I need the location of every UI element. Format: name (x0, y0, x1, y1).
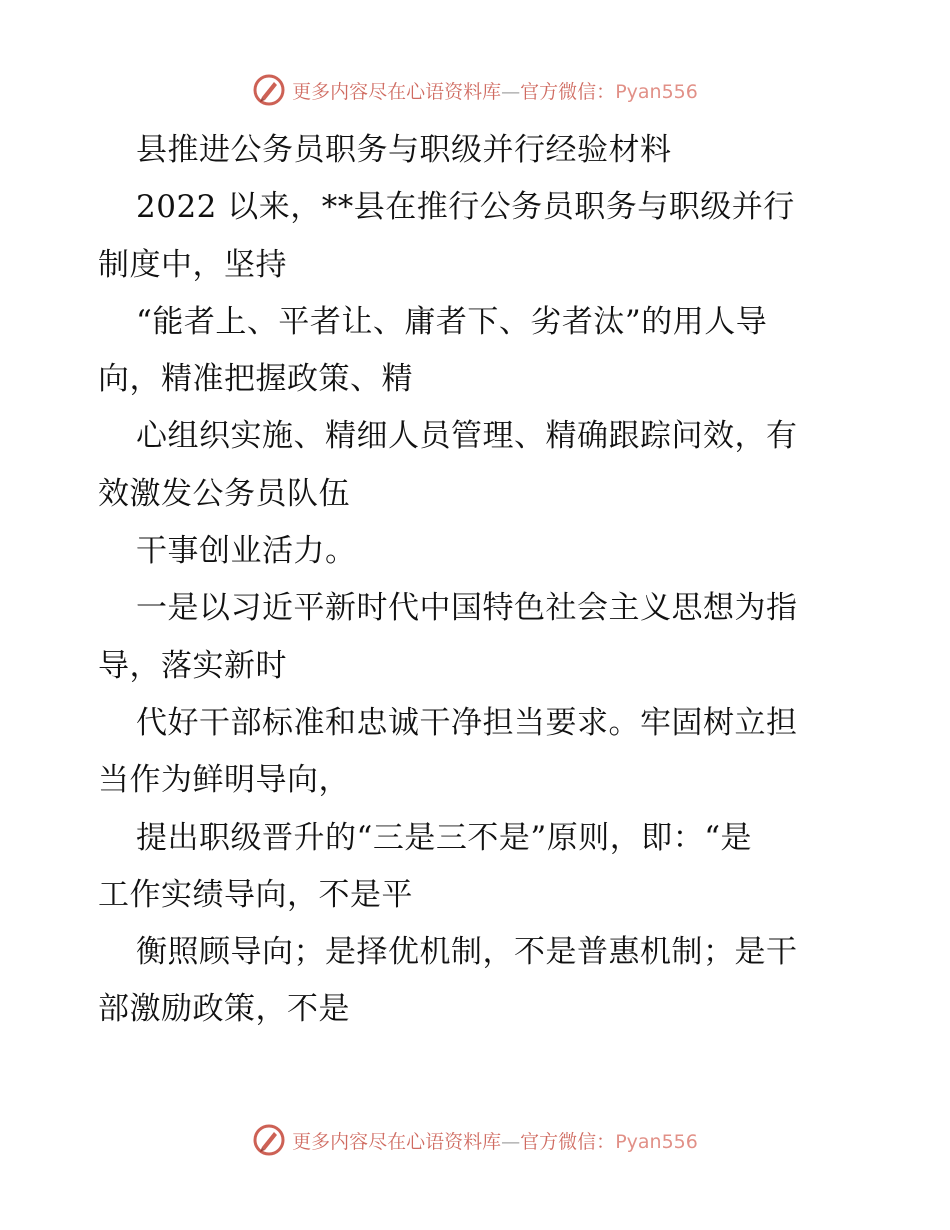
header-watermark (0, 70, 950, 110)
doc-line: 衡照顾导向；是择优机制，不是普惠机制；是干 (136, 934, 798, 971)
watermark-id: Pyan556 (615, 1130, 698, 1153)
doc-line: 部激励政策，不是 (98, 991, 350, 1028)
watermark-id: Pyan556 (615, 80, 698, 103)
pen-circle-logo-icon (252, 73, 286, 107)
doc-line: 向，精准把握政策、精 (98, 361, 413, 398)
doc-line: “能者上、平者让、庸者下、劣者汰”的用人导 (136, 303, 768, 340)
footer-watermark (0, 1120, 950, 1160)
watermark-suffix: 官方微信： (520, 1130, 616, 1153)
doc-line: 提出职级晋升的“三是三不是”原则，即：“是 (136, 819, 753, 856)
doc-line: 工作实绩导向，不是平 (98, 876, 413, 913)
watermark-text (292, 1127, 698, 1154)
doc-line: 心组织实施、精细人员管理、精确跟踪问效，有 (136, 418, 798, 455)
doc-line-title: 县推进公务员职务与职级并行经验材料 (136, 132, 672, 168)
watermark-main: 更多内容尽在心语资料库 (292, 1130, 502, 1153)
watermark-separator: — (501, 80, 521, 103)
doc-line: 一是以习近平新时代中国特色社会主义思想为指 (136, 590, 798, 627)
doc-line: 导，落实新时 (98, 647, 287, 684)
pen-circle-logo-icon (252, 1123, 286, 1157)
doc-line: 当作为鲜明导向， (98, 762, 350, 799)
document-body (98, 122, 858, 1039)
watermark-main: 更多内容尽在心语资料库 (292, 80, 502, 103)
watermark-suffix: 官方微信： (520, 80, 616, 103)
doc-line: 效激发公务员队伍 (98, 475, 350, 512)
doc-line: 制度中，坚持 (98, 246, 287, 283)
watermark-separator: — (501, 1130, 521, 1153)
watermark-text (292, 77, 698, 104)
doc-line: 2022 以来，**县在推行公务员职务与职级并行 (136, 189, 795, 226)
doc-line: 干事创业活力。 (136, 533, 357, 570)
doc-line: 代好干部标准和忠诚干净担当要求。牢固树立担 (136, 704, 798, 741)
